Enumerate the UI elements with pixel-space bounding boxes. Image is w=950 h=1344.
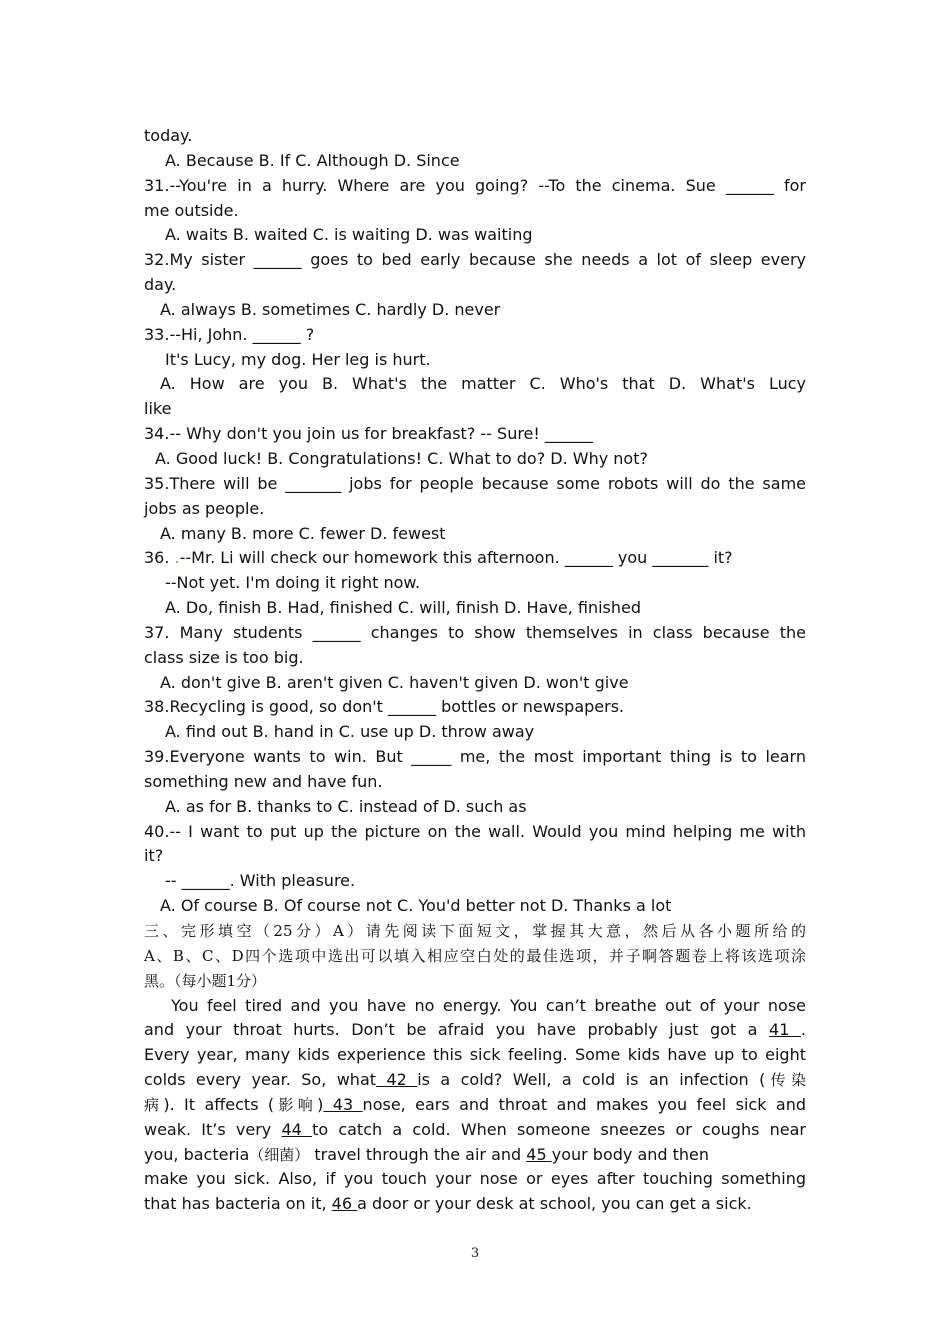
blank-42: 42 xyxy=(376,1070,418,1090)
passage-text: weak. It’s very xyxy=(144,1119,282,1139)
passage-line: Every year, many kids experience this sick feeling. Some kids have up to eight xyxy=(144,1045,806,1065)
passage-text: ) xyxy=(317,1094,324,1114)
passage-text: your body and then xyxy=(551,1144,710,1164)
option-line: A. find out B. hand in C. use up D. throw away xyxy=(165,722,535,742)
passage-text: a door or your desk at school, you can get a sick. xyxy=(357,1194,752,1214)
text-line: day. xyxy=(144,275,177,295)
green-dot-mark: . xyxy=(174,548,180,568)
blank-43: 43 xyxy=(323,1094,363,1114)
text-line: it? xyxy=(144,846,164,866)
text-line: jobs as people. xyxy=(144,498,265,518)
section-heading: 三、完形填空（25分）A）请先阅读下面短文，掌握其大意，然后从各小题所给的 xyxy=(144,922,806,940)
section-instructions: 黑。（每小题1分） xyxy=(144,971,267,990)
passage-text: colds every year. So, what xyxy=(144,1070,377,1090)
text-line: something new and have fun. xyxy=(144,771,383,791)
option-line: A. many B. more C. fewer D. fewest xyxy=(160,523,446,543)
chinese-gloss: （细菌） xyxy=(249,1145,310,1164)
passage-line xyxy=(144,1118,806,1143)
passage-line xyxy=(144,994,806,1019)
question-text: --Mr. Li will check our homework this afternoon. ______ you _______ it? xyxy=(179,548,733,568)
text-line: me outside. xyxy=(144,200,239,220)
exam-text xyxy=(144,124,806,1217)
option-line: A. Do, finish B. Had, finished C. will, finish D. Have, finished xyxy=(165,598,641,618)
blank-46: 46 xyxy=(331,1194,358,1214)
chinese-gloss: 影响 xyxy=(274,1095,318,1114)
text-line: It's Lucy, my dog. Her leg is hurt. xyxy=(165,349,431,369)
page-number: 3 xyxy=(470,1246,480,1261)
passage-line: make you sick. Also, if you touch your nose or eyes after touching something xyxy=(144,1169,806,1189)
passage-text: ). It affects ( xyxy=(163,1094,275,1114)
question-40: 40.-- I want to put up the picture on the wall. Would you mind helping me with xyxy=(144,821,806,841)
passage-text: that has bacteria on it, xyxy=(144,1194,332,1214)
passage-line xyxy=(144,1192,806,1217)
text-line: today. xyxy=(144,126,193,145)
passage-text: travel through the air and xyxy=(309,1144,527,1164)
blank-41: 41 xyxy=(769,1020,801,1040)
passage-line xyxy=(144,1018,806,1043)
passage-line xyxy=(144,1143,806,1168)
option-line: A. waits B. waited C. is waiting D. was waiting xyxy=(165,225,533,245)
blank-44: 44 xyxy=(281,1119,313,1139)
question-31: 31.--You're in a hurry. Where are you going? --To the cinema. Sue ______ for xyxy=(144,175,806,195)
passage-text: . xyxy=(800,1020,806,1040)
chinese-gloss: 病 xyxy=(144,1095,164,1114)
text-line: like xyxy=(144,399,172,419)
question-37: 37. Many students ______ changes to show themselves in class because the xyxy=(144,622,806,642)
passage-text: to catch a cold. When someone sneezes or coughs near xyxy=(312,1119,806,1139)
question-36 xyxy=(144,546,806,571)
passage-line xyxy=(144,1093,806,1118)
text-line: class size is too big. xyxy=(144,647,304,667)
option-line: A. Of course B. Of course not C. You'd better not D. Thanks a lot xyxy=(160,896,672,916)
passage-text: You feel tired and you have no energy. You can’t breathe out of your nose xyxy=(171,995,806,1015)
text-line: -- ______. With pleasure. xyxy=(165,871,356,891)
option-line: A. How are you B. What's the matter C. Who's that D. What's Lucy xyxy=(160,374,806,394)
passage-text: and your throat hurts. Don’t be afraid you have probably just got a xyxy=(144,1020,770,1040)
passage-text: nose, ears and throat and makes you feel sick and xyxy=(362,1094,806,1114)
option-line: A. Good luck! B. Congratulations! C. What to do? D. Why not? xyxy=(155,448,648,468)
question-number: 36. xyxy=(144,548,175,568)
question-39: 39.Everyone wants to win. But _____ me, the most important thing is to learn xyxy=(144,747,806,767)
question-38: 38.Recycling is good, so don't ______ bottles or newspapers. xyxy=(144,697,625,717)
question-32: 32.My sister ______ goes to bed early because she needs a lot of sleep every xyxy=(144,250,806,270)
passage-text: is a cold? Well, a cold is an infection ( xyxy=(417,1070,766,1090)
option-line: A. don't give B. aren't given C. haven't given D. won't give xyxy=(160,672,629,692)
question-34: 34.-- Why don't you join us for breakfast? -- Sure! ______ xyxy=(144,424,593,444)
chinese-gloss: 传染 xyxy=(765,1071,806,1090)
blank-45: 45 xyxy=(526,1144,552,1164)
question-35: 35.There will be _______ jobs for people because some robots will do the same xyxy=(144,473,806,493)
option-line: A. as for B. thanks to C. instead of D. such as xyxy=(165,796,527,816)
passage-line xyxy=(144,1068,806,1093)
option-line: A. Because B. If C. Although D. Since xyxy=(165,150,460,170)
section-instructions: A、B、C、D四个选项中选出可以填入相应空白处的最佳选项，并子啊答题卷上将该选项涂 xyxy=(144,946,806,965)
passage-text: you, bacteria xyxy=(144,1144,250,1164)
question-33: 33.--Hi, John. ______ ? xyxy=(144,324,315,344)
option-line: A. always B. sometimes C. hardly D. never xyxy=(160,299,501,319)
text-line: --Not yet. I'm doing it right now. xyxy=(165,573,421,593)
